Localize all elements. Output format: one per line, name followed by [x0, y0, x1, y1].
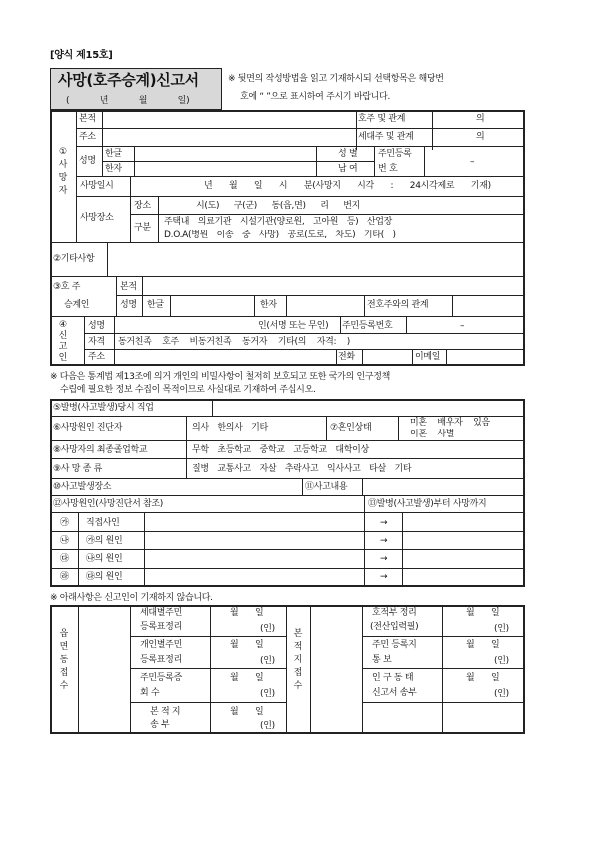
cause-mark-4: ㉱ — [60, 572, 69, 582]
gubun-label: 구분 — [134, 223, 151, 233]
notice-line-1: ※ 뒷면의 작성방법을 읽고 기재하시되 선택항목은 해당번 — [228, 74, 444, 84]
office-rrow-1-b: (전산입력필) — [370, 622, 419, 632]
cause-text-1: 직접사인 — [86, 518, 120, 528]
hoju-label: 호주 및 관계 — [358, 114, 406, 124]
bonjeok-receipt-label: 본적지접수 — [293, 629, 303, 691]
office-row-3-b: 회 수 — [140, 688, 160, 698]
office-row-2-b: 등록표정리 — [140, 655, 182, 665]
office-row-3-a: 주민등록증 — [140, 673, 182, 683]
resident-label-2: 번 호 — [378, 164, 398, 174]
office-rrow-1-date: 월 일 — [466, 608, 500, 618]
office-rrow-2-b: 통 보 — [372, 655, 392, 665]
bonjeok-label: 본적 — [79, 114, 96, 124]
successor-hangeul: 한글 — [147, 300, 164, 310]
office-row-2-date: 월 일 — [230, 640, 264, 650]
notice2-line-2: 수립에 필요한 정보 수집이 목적이므로 사실대로 기재하여 주십시오. — [60, 385, 316, 395]
resident-dash: – — [470, 157, 475, 167]
notice2-line-1: ※ 다음은 통계법 제13조에 의거 개인의 비밀사항이 철저히 보호되고 또한 국가의 인구정책 — [50, 372, 391, 382]
cause-label: ⑫사망원인(사망진단서 참조) — [53, 499, 164, 509]
cause-arrow-3: → — [380, 554, 388, 564]
office-row-1-date: 월 일 — [230, 608, 264, 618]
reporter-address: 주소 — [88, 352, 105, 362]
place-sublabel: 장소 — [134, 201, 151, 211]
successor-relation: 전호주와의 관계 — [367, 300, 429, 310]
office-row-1-seal: (인) — [260, 624, 275, 634]
hanja-label: 한자 — [105, 164, 122, 174]
office-row-4-seal: (인) — [260, 721, 275, 731]
sex-label: 성 별 — [338, 149, 358, 159]
death-type-label: ⑨사 망 종 류 — [53, 464, 103, 474]
cause-arrow-4: → — [380, 572, 388, 582]
office-row-3-date: 월 일 — [230, 673, 264, 683]
accident-content-label: ⑪사고내용 — [305, 482, 348, 492]
reporter-qualification-value: 동거친족 호주 비동거친족 동거자 기타(의 자격: ) — [118, 337, 351, 347]
reporter-name: 성명 — [88, 321, 105, 331]
office-rrow-2-date: 월 일 — [466, 640, 500, 650]
office-row-3-seal: (인) — [260, 689, 275, 699]
office-rrow-3-seal: (인) — [494, 689, 509, 699]
place-value: 시(도) 구(군) 동(읍,면) 리 번지 — [196, 201, 361, 211]
office-rrow-2-seal: (인) — [494, 656, 509, 666]
form-number: [양식 제15호] — [50, 50, 113, 61]
cause-mark-3: ㉰ — [60, 554, 69, 564]
diagnoser-label: ⑥사망원인 진단자 — [53, 423, 123, 433]
office-rrow-1-seal: (인) — [494, 624, 509, 634]
duration-label: ⑬발병(사고발생)부터 사망까지 — [368, 499, 487, 509]
eup-receipt-label: 읍면동접수 — [59, 629, 69, 691]
office-row-1-a: 세대별주민 — [140, 608, 182, 618]
office-rrow-2-a: 주민 등록지 — [372, 640, 417, 650]
cause-arrow-1: → — [380, 518, 388, 528]
reporter-phone: 전화 — [338, 352, 355, 362]
sedaeju-label: 세대주 및 관계 — [358, 132, 414, 142]
death-type-options: 질병 교통사고 자살 추락사고 익사사고 타살 기타 — [192, 464, 412, 474]
successor-label-2: 승계인 — [64, 300, 90, 310]
successor-bonjeok: 본적 — [120, 282, 137, 292]
cause-text-2: ㉮의 원인 — [86, 536, 123, 546]
occupation-label: ⑤발병(사고발생)당시 직업 — [53, 403, 154, 413]
successor-hanja: 한자 — [260, 300, 277, 310]
sedaeju-ui: 의 — [476, 132, 485, 142]
office-row-4-date: 월 일 — [230, 707, 264, 717]
successor-label: ③호 주 — [53, 282, 81, 292]
other-matters-label: ②기타사항 — [53, 254, 95, 264]
death-place-label: 사망장소 — [80, 213, 114, 223]
reporter-seal: 인(서명 또는 무인) — [258, 321, 329, 331]
reporter-qualification: 자격 — [88, 337, 105, 347]
section-office — [50, 605, 525, 734]
cause-text-4: ㉰의 원인 — [86, 572, 123, 582]
accident-place-label: ⑩사고발생장소 — [53, 482, 112, 492]
gubun-value-2: D.O.A(병원 이송 중 사망) 공로(도로, 차도) 기타( ) — [164, 230, 396, 238]
juso-label: 주소 — [79, 132, 96, 142]
reporter-resident-no: 주민등록번호 — [342, 321, 393, 331]
office-rrow-3-b: 신고서 송부 — [372, 688, 417, 698]
education-options: 무학 초등학교 중학교 고등학교 대학이상 — [192, 445, 369, 455]
successor-name: 성명 — [120, 300, 137, 310]
office-row-1-b: 등록표정리 — [140, 622, 182, 632]
death-datetime-label: 사망일시 — [80, 181, 114, 191]
office-rrow-3-a: 인 구 동 태 — [372, 673, 414, 683]
date-line: ( 년 월 일) — [66, 96, 190, 106]
cause-text-3: ㉯의 원인 — [86, 554, 123, 564]
office-row-2-a: 개인별주민 — [140, 640, 182, 650]
office-row-4-b: 송 부 — [150, 720, 170, 730]
marital-options-2: 이혼 사별 — [410, 429, 455, 437]
office-row-2-seal: (인) — [260, 656, 275, 666]
hoju-ui: 의 — [476, 114, 485, 124]
education-label: ⑧사망자의 최종졸업학교 — [53, 445, 148, 455]
marital-options-1: 미혼 배우자 있음 — [410, 418, 490, 428]
hangeul-label: 한글 — [105, 149, 122, 159]
marital-label: ⑦혼인상태 — [330, 423, 372, 433]
reporter-label: ④신고인 — [58, 320, 68, 363]
cause-mark-2: ㉯ — [60, 536, 69, 546]
death-datetime-value: 년 월 일 시 분(사망지 시각 : 24시각제로 기재) — [204, 181, 491, 191]
deceased-label: ①사망자 — [58, 147, 68, 196]
reporter-dash: – — [460, 321, 465, 331]
diagnoser-options: 의사 한의사 기타 — [192, 423, 268, 433]
page-title: 사망(호주승계)신고서 — [58, 71, 199, 89]
reporter-email: 이메일 — [415, 352, 441, 362]
resident-label: 주민등록 — [378, 149, 412, 159]
cause-mark-1: ㉮ — [60, 518, 69, 528]
notice-line-2: 호에 “ ”으로 표시하여 주시기 바랍니다. — [240, 92, 391, 102]
office-rrow-3-date: 월 일 — [466, 673, 500, 683]
office-row-4-a: 본 적 지 — [150, 707, 181, 717]
cause-arrow-2: → — [380, 536, 388, 546]
office-rrow-1-a: 호적부 정리 — [372, 608, 417, 618]
name-label: 성명 — [79, 156, 96, 166]
notice3: ※ 아래사항은 신고인이 기재하지 않습니다. — [50, 593, 213, 603]
gubun-value-1: 주택내 의료기관 시설기관(양로원, 고아원 등) 산업장 — [164, 217, 393, 227]
sex-options: 남 여 — [338, 164, 358, 174]
